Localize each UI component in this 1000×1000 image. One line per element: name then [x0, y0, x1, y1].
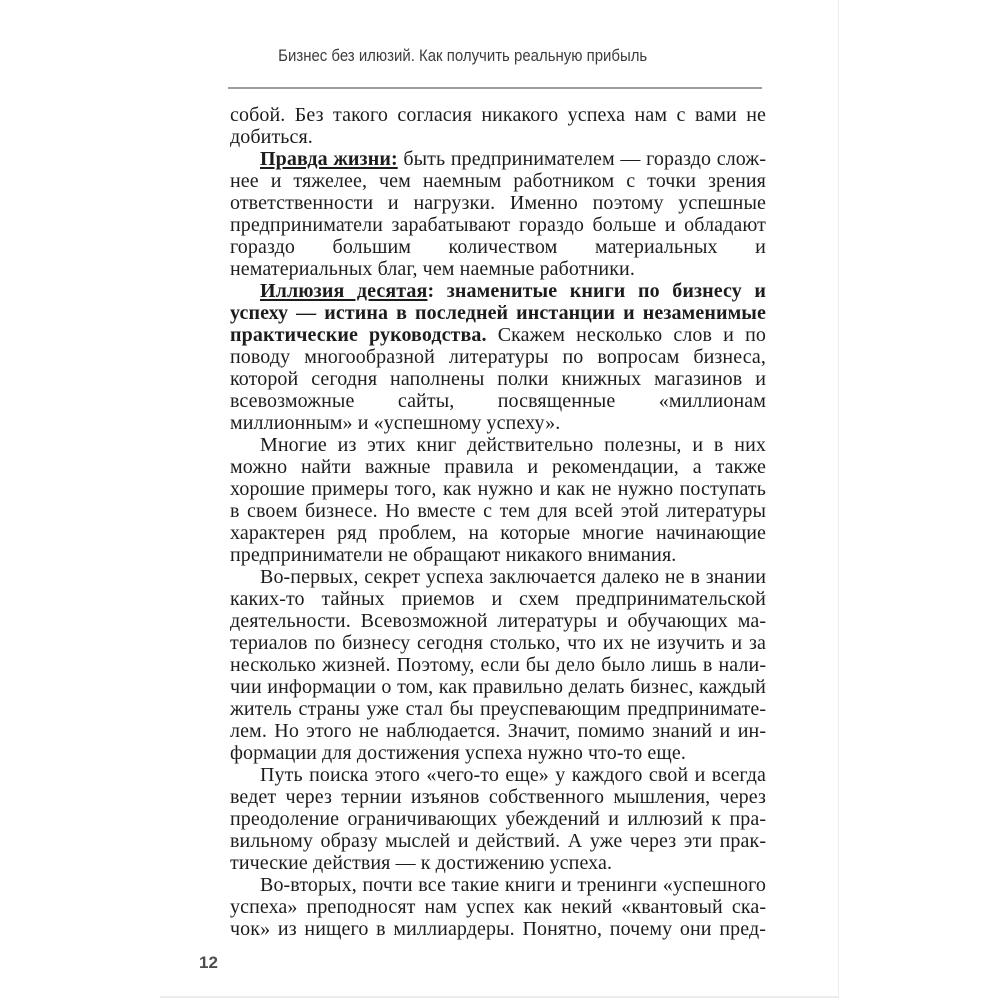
page-number: 12 — [199, 953, 218, 972]
text-run: Во-первых, секрет успеха заключается далеко не в знании каких-то тайных приемов и схем предпринимательской деятельности. Всевозможной литературы и обучающих материалов по бизнесу сегодня столько, что их не изучить и за несколько жизней. Поэтому, если бы дело было лишь в наличии информации о том, как правильно делать бизнес, каждый житель страны уже стал бы преуспевающим предпринимателем. Но этого не наблюдается. Значит, помимо знаний и информации для достижения успеха нужно что-то еще. — [230, 566, 766, 764]
page-edge-bottom — [160, 996, 839, 998]
paragraph — [230, 764, 766, 874]
paragraph — [230, 874, 766, 940]
running-header — [230, 46, 766, 66]
paragraph — [230, 280, 766, 434]
emphasis-run: Правда жизни: — [260, 148, 398, 170]
page-edge-right — [838, 0, 839, 997]
text-run: собой. Без такого согласия никакого успеха нам с вами не добиться. — [230, 104, 766, 148]
text-run: Скажем несколько слов и по поводу многообразной литературы по вопросам бизнеса, которой сегодня наполнены полки книжных магазинов и всевозможные сайты, посвященные «миллионам миллионным» и «успешному успеху». — [230, 324, 767, 434]
text-run: Во-вторых, почти все такие книги и тренинги «успешного успеха» преподносят нам успех как некий «квантовый скачок» из нищего в миллиардеры. Понятно, почему они пред- — [230, 874, 766, 940]
emphasis-run: : знаменитые книги по бизнесу и успеху — истина в последней инстанции и незаменимые практические руководства. — [230, 280, 766, 346]
text-run: Многие из этих книг действительно полезны, и в них можно найти важные правила и рекомендации, а также хорошие примеры того, как нужно и как не нужно поступать в своем бизнесе. Но вместе с тем для всей этой литературы характерен ряд проблем, на которые многие начинающие предприниматели не обращают никакого внимания. — [230, 434, 766, 566]
paragraph — [230, 104, 766, 148]
header-rule-divider — [228, 87, 762, 89]
text-run: быть предпринимателем — гораздо сложнее и тяжелее, чем наемным работником с точки зрения ответственности и нагрузки. Именно поэтому успешные предприниматели зарабатывают гораздо больше и обладают гораздо большим количеством материальных и нематериальных благ, чем наемные работники. — [230, 148, 766, 280]
text-run: Путь поиска этого «чего-то еще» у каждого свой и всегда ведет через тернии изъянов собственного мышления, через преодоление ограничивающих убеждений и иллюзий к правильному образу мыслей и действий. А уже через эти практические действия — к достижению успеха. — [230, 764, 766, 874]
emphasis-run: Иллюзия десятая — [260, 280, 428, 302]
paragraph — [230, 566, 766, 764]
paragraph — [230, 434, 766, 566]
running-header-title: Бизнес без илюзий. Как получить реальную прибыль — [278, 46, 648, 65]
paragraph — [230, 148, 766, 280]
text-block — [230, 104, 766, 940]
